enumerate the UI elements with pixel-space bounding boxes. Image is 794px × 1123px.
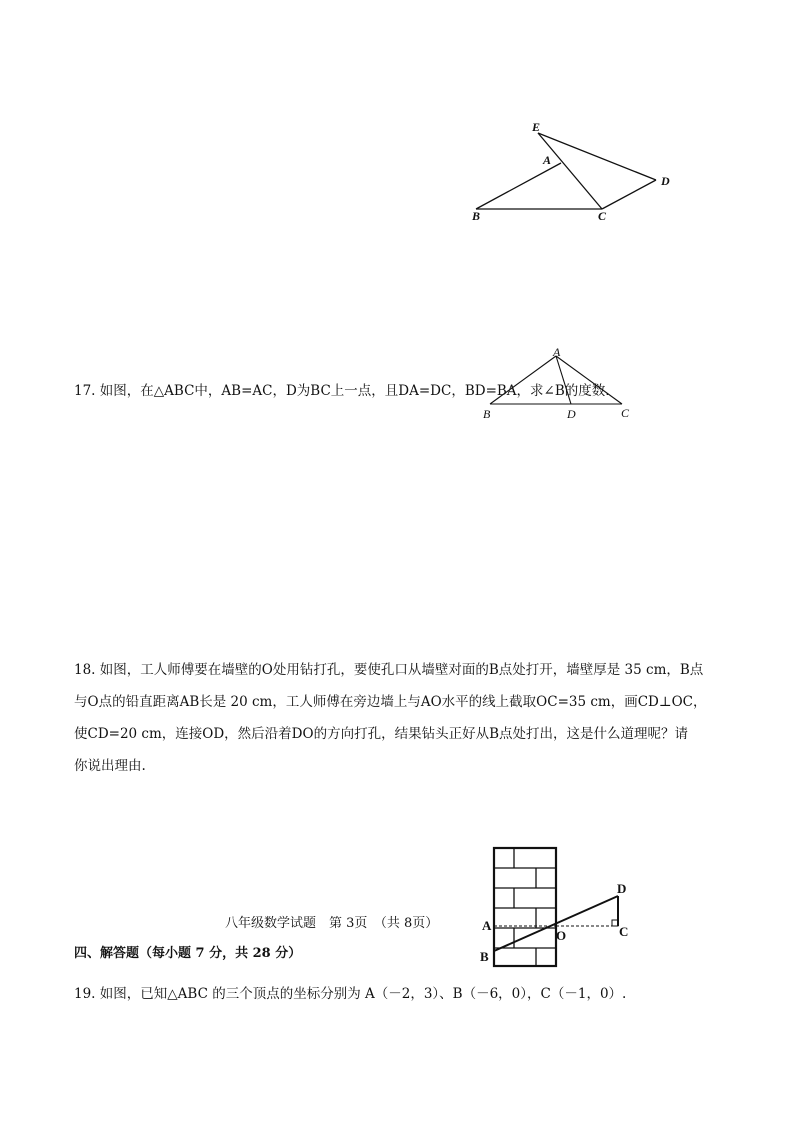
label-D-18: D [617, 881, 627, 896]
question-18-line-4: 你说出理由. [74, 758, 146, 774]
question-18-line-2: 与O点的铅直距离AB长是 20 cm，工人师傅在旁边墙上与AO水平的线上截取OC=35 cm，画CD⊥OC， [74, 694, 707, 710]
label-A-18: A [482, 918, 492, 933]
label-A-17: A [553, 345, 561, 359]
question-18-line-3: 使CD=20 cm，连接OD，然后沿着DO的方向打孔，结果钻头正好从B点处打出，这是什么道理呢？请 [74, 726, 688, 742]
label-O-18: O [556, 928, 567, 943]
page-footer: 八年级数学试题 第 3页 （共 8页） [225, 916, 439, 931]
label-B: B [472, 209, 481, 223]
question-17-text: 如图，在△ABC中，AB=AC，D为BC上一点，且DA=DC，BD=BA，求∠B的度数. [99, 383, 610, 399]
section-4-title: 四、解答题（每小题 7 分，共 28 分） [74, 946, 302, 961]
question-17-number: 17. [74, 383, 96, 399]
label-D: D [661, 174, 670, 188]
question-18-number: 18. [74, 662, 96, 678]
label-B-18: B [480, 949, 489, 964]
label-B-17: B [483, 407, 491, 421]
question-19-text: 如图，已知△ABC 的三个顶点的坐标分别为 A（－2，3）、B（－6，0），C（－1，0）. [99, 986, 627, 1002]
label-A: A [543, 153, 552, 167]
label-C-18: C [619, 924, 629, 939]
label-D-17: D [567, 407, 576, 421]
question-19-number: 19. [74, 986, 96, 1002]
label-E: E [532, 120, 541, 134]
label-C-17: C [621, 406, 630, 420]
label-C: C [598, 209, 607, 223]
question-18-line-1: 如图，工人师傅要在墙壁的O处用钻打孔，要使孔口从墙壁对面的B点处打开，墙壁厚是 35 cm，B点 [99, 662, 704, 678]
brick-wall [494, 848, 556, 966]
question-19 [74, 978, 626, 1010]
